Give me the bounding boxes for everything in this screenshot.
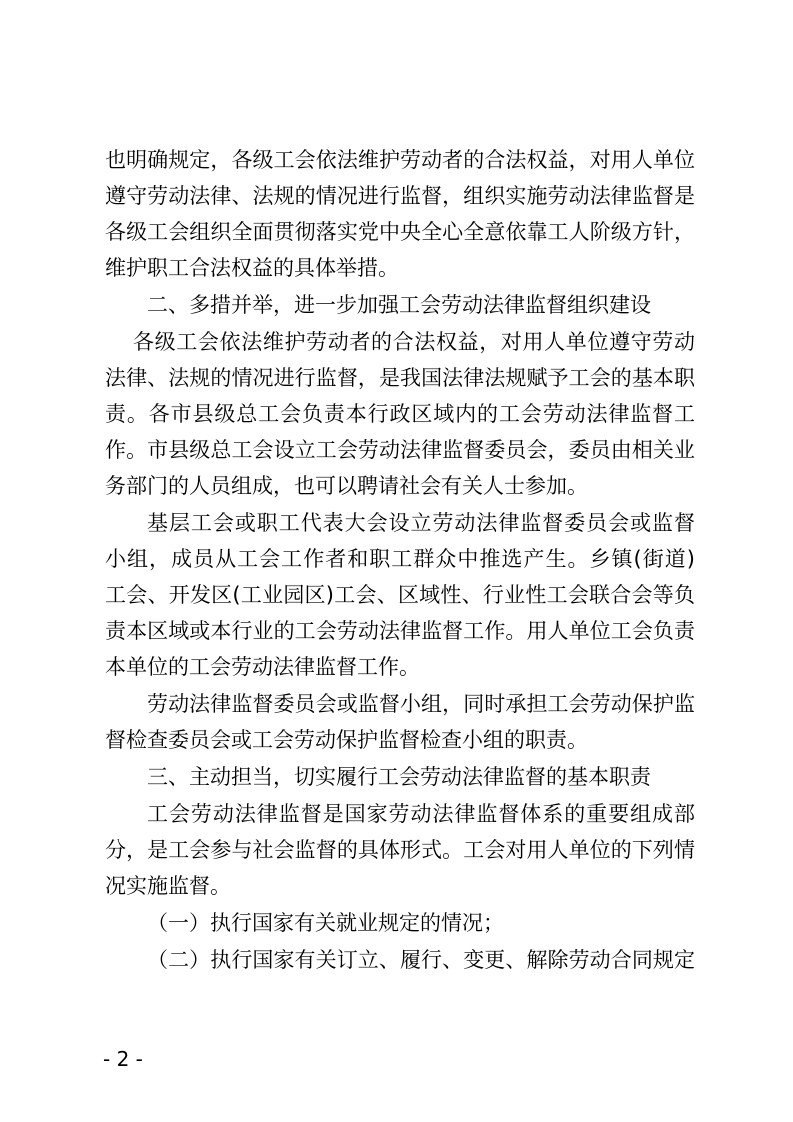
list-item: （一）执行国家有关就业规定的情况； xyxy=(147,911,504,935)
text-line: 也明确规定，各级工会依法维护劳动者的合法权益，对用人单位 xyxy=(105,148,695,172)
text-line: 维护职工合法权益的具体举措。 xyxy=(105,256,399,280)
section-heading: 三、主动担当，切实履行工会劳动法律监督的基本职责 xyxy=(147,765,651,789)
text-line: 法律、法规的情况进行监督，是我国法律法规赋予工会的基本职 xyxy=(105,366,695,390)
text-line: 况实施监督。 xyxy=(105,874,231,898)
text-line: 各级工会依法维护劳动者的合法权益，对用人单位遵守劳动 xyxy=(133,330,695,354)
text-line: 本单位的工会劳动法律监督工作。 xyxy=(105,655,420,679)
text-line: 遵守劳动法律、法规的情况进行监督，组织实施劳动法律监督是 xyxy=(105,184,695,208)
text-line: 小组，成员从工会工作者和职工群众中推选产生。乡镇(街道) xyxy=(105,547,695,571)
text-line: 工会劳动法律监督是国家劳动法律监督体系的重要组成部 xyxy=(147,802,695,826)
text-line: 督检查委员会或工会劳动保护监督检查小组的职责。 xyxy=(105,728,588,752)
text-line: 分，是工会参与社会监督的具体形式。工会对用人单位的下列情 xyxy=(105,838,695,862)
section-heading: 二、多措并举，进一步加强工会劳动法律监督组织建设 xyxy=(147,293,651,317)
page-number: - 2 - xyxy=(103,1047,143,1071)
text-line: 基层工会或职工代表大会设立劳动法律监督委员会或监督 xyxy=(147,511,695,535)
text-line: 作。市县级总工会设立工会劳动法律监督委员会，委员由相关业 xyxy=(105,438,695,462)
text-line: 劳动法律监督委员会或监督小组，同时承担工会劳动保护监 xyxy=(147,692,695,716)
text-line: 责本区域或本行业的工会劳动法律监督工作。用人单位工会负责 xyxy=(105,619,695,643)
text-line: 务部门的人员组成，也可以聘请社会有关人士参加。 xyxy=(105,474,588,498)
text-line: 责。各市县级总工会负责本行政区域内的工会劳动法律监督工 xyxy=(105,402,695,426)
text-line: 工会、开发区(工业园区)工会、区域性、行业性工会联合会等负 xyxy=(105,583,695,607)
list-item: （二）执行国家有关订立、履行、变更、解除劳动合同规定 xyxy=(147,948,695,972)
text-line: 各级工会组织全面贯彻落实党中央全心全意依靠工人阶级方针， xyxy=(105,220,695,244)
